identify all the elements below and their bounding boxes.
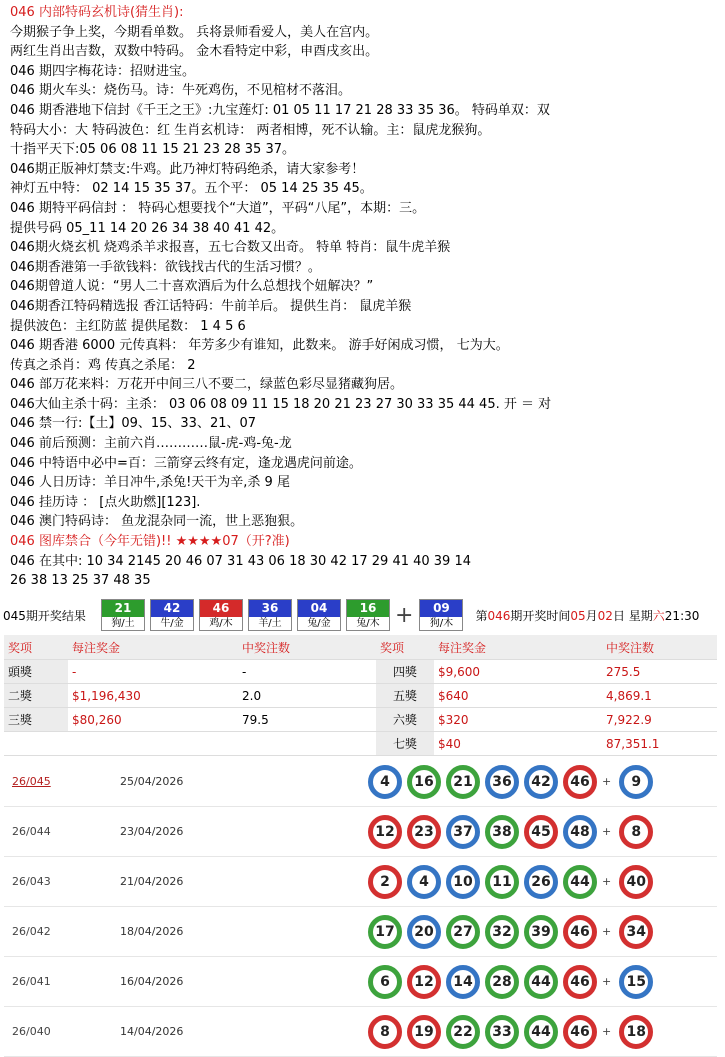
result-date: 16/04/2026 <box>120 975 184 988</box>
lottery-ball: 32 <box>485 915 519 949</box>
text-line: 特码大小：大 特码波色：红 生肖玄机诗： 两者相博，死不认输。主：鼠虎龙猴狗。 <box>10 122 491 138</box>
lottery-ball: 6 <box>368 965 402 999</box>
result-issue: 26/042 <box>12 925 51 938</box>
header-count: 中奖注数 <box>238 635 376 660</box>
prize-name: 頭獎 <box>4 660 68 684</box>
text-line: 传真之杀肖：鸡 传真之杀尾： 2 <box>10 357 196 373</box>
result-date: 14/04/2026 <box>120 1025 184 1038</box>
draw-result-bar <box>0 597 725 633</box>
text-line: 046期曾道人说：“男人二十喜欢酒后为什么总想找个妞解决？” <box>10 279 374 295</box>
lottery-ball: 46 <box>563 1015 597 1049</box>
lottery-ball: 14 <box>446 965 480 999</box>
result-row <box>4 857 717 907</box>
lottery-ball: 19 <box>407 1015 441 1049</box>
prize-amount-2: $9,600 <box>434 660 602 684</box>
lottery-ball: 4 <box>368 765 402 799</box>
prize-name-2: 七獎 <box>376 732 434 756</box>
result-date: 23/04/2026 <box>120 825 184 838</box>
result-issue: 26/041 <box>12 975 51 988</box>
lottery-ball: 44 <box>524 965 558 999</box>
lottery-ball: 8 <box>368 1015 402 1049</box>
lottery-ball: 10 <box>446 865 480 899</box>
text-line: 046 挂历诗 ： [点火助燃][123]. <box>10 494 201 510</box>
prize-amount-2: $40 <box>434 732 602 756</box>
special-ball: 9 <box>619 765 653 799</box>
text-line: 26 38 13 25 37 48 35 <box>10 573 151 589</box>
text-line: 046 内部特码玄机诗(猜生肖): <box>10 5 184 20</box>
prize-count-2: 7,922.9 <box>602 708 717 732</box>
ball-zodiac: 狗/土 <box>102 617 144 630</box>
result-row <box>4 1007 717 1057</box>
lottery-ball: 27 <box>446 915 480 949</box>
next-draw-issue: 046 <box>487 608 511 623</box>
ball-zodiac: 鸡/木 <box>200 617 242 630</box>
plus-sign: + <box>602 1025 612 1038</box>
lottery-ball: 38 <box>485 815 519 849</box>
special-ball: 40 <box>619 865 653 899</box>
next-draw-info <box>475 607 699 624</box>
prize-amount: $1,196,430 <box>68 684 238 708</box>
next-draw-month: 05 <box>570 608 586 623</box>
ball-zodiac: 兔/木 <box>347 617 389 630</box>
plus-sign: + <box>602 925 612 938</box>
prize-count: 79.5 <box>238 708 376 732</box>
lottery-ball: 48 <box>563 815 597 849</box>
lottery-ball: 21 <box>446 765 480 799</box>
result-issue: 26/044 <box>12 825 51 838</box>
prize-count <box>238 732 376 756</box>
text-line: 046期香港第一手欲钱料：欲钱找古代的生活习惯？。 <box>10 259 321 275</box>
prize-amount: - <box>68 660 238 684</box>
lottery-ball: 20 <box>407 915 441 949</box>
text-line: 046期正版神灯禁支:牛鸡。此乃神灯特码绝杀，请大家参考！ <box>10 161 365 177</box>
ball-number: 16 <box>347 600 389 617</box>
next-draw-text3: 日 星期 <box>612 608 653 623</box>
lottery-ball: 17 <box>368 915 402 949</box>
result-balls <box>368 965 658 999</box>
lottery-ball: 12 <box>368 815 402 849</box>
text-line: 提供号码 05_11 14 20 26 34 38 40 41 42。 <box>10 220 285 236</box>
lottery-ball: 11 <box>485 865 519 899</box>
prize-count-2: 87,351.1 <box>602 732 717 756</box>
header-amount: 每注奖金 <box>68 635 238 660</box>
lottery-ball: 16 <box>407 765 441 799</box>
next-draw-text2: 月 <box>585 608 598 623</box>
result-date: 25/04/2026 <box>120 775 184 788</box>
result-balls <box>368 1015 658 1049</box>
text-line: 046 期香港地下信封《千王之王》:九宝莲灯: 01 05 11 17 21 28 33 35 36。 特码单双：双 <box>10 102 550 118</box>
prize-count: 2.0 <box>238 684 376 708</box>
plus-sign: + <box>602 775 612 788</box>
text-line: 046 图库禁合（今年无错)!! ★★★★07（开?准) <box>10 534 290 550</box>
result-balls <box>368 815 658 849</box>
prize-name-2: 四獎 <box>376 660 434 684</box>
result-date: 18/04/2026 <box>120 925 184 938</box>
ball-number: 04 <box>298 600 340 617</box>
text-line: 046 期香港 6000 元传真料： 年芳多少有谁知，此数来。 游手好闲成习惯， 七为大。 <box>10 338 509 354</box>
prize-amount-2: $640 <box>434 684 602 708</box>
result-date: 21/04/2026 <box>120 875 184 888</box>
plus-sign: + <box>395 602 414 628</box>
lottery-ball: 26 <box>524 865 558 899</box>
special-ball: 15 <box>619 965 653 999</box>
draw-balls <box>101 599 468 631</box>
plus-sign: + <box>602 975 612 988</box>
history-results <box>4 757 717 1057</box>
prize-name-2: 五獎 <box>376 684 434 708</box>
text-line: 提供波色：主红防蓝 提供尾数： 1 4 5 6 <box>10 318 246 334</box>
text-line: 046 期四字梅花诗：招财进宝。 <box>10 63 195 79</box>
prize-amount: $80,260 <box>68 708 238 732</box>
draw-ball <box>297 599 341 631</box>
lottery-ball: 36 <box>485 765 519 799</box>
ball-zodiac: 狗/木 <box>420 617 462 630</box>
result-issue: 26/043 <box>12 875 51 888</box>
header-prize-2: 奖项 <box>376 635 434 660</box>
special-ball: 8 <box>619 815 653 849</box>
special-ball: 34 <box>619 915 653 949</box>
next-draw-time: 21:30 <box>664 608 700 623</box>
lottery-ball: 46 <box>563 965 597 999</box>
ball-number: 36 <box>249 600 291 617</box>
text-line: 046 澳门特码诗： 鱼龙混杂同一流，世上恶狍狠。 <box>10 514 304 530</box>
result-row <box>4 957 717 1007</box>
prize-count: - <box>238 660 376 684</box>
prize-row <box>4 660 717 684</box>
text-line: 今期猴子争上奖，今期看单数。 兵将景师看爱人，美人在宫内。 <box>10 24 379 40</box>
next-draw-prefix: 第 <box>475 608 488 623</box>
ball-zodiac: 羊/土 <box>249 617 291 630</box>
prize-amount-2: $320 <box>434 708 602 732</box>
text-line: 神灯五中特： 02 14 15 35 37。五个平： 05 14 25 35 45。 <box>10 181 373 197</box>
next-draw-day: 02 <box>597 608 613 623</box>
draw-ball <box>150 599 194 631</box>
next-draw-text1: 期开奖时间 <box>510 608 571 623</box>
lottery-ball: 4 <box>407 865 441 899</box>
lottery-ball: 2 <box>368 865 402 899</box>
text-line: 046期香江特码精选报 香江话特码：牛前羊后。 提供生肖： 鼠虎羊猴 <box>10 298 412 314</box>
header-amount-2: 每注奖金 <box>434 635 602 660</box>
text-line: 046 禁一行:【土】09、15、33、21、07 <box>10 416 257 432</box>
lottery-ball: 44 <box>563 865 597 899</box>
text-line: 046大仙主杀十码：主杀： 03 06 08 09 11 15 18 20 21 23 27 30 33 35 44 45. 开 ＝ 对 <box>10 396 552 412</box>
lottery-ball: 44 <box>524 1015 558 1049</box>
draw-ball <box>346 599 390 631</box>
result-issue[interactable]: 26/045 <box>12 775 51 788</box>
prize-count-2: 275.5 <box>602 660 717 684</box>
prize-name: 二獎 <box>4 684 68 708</box>
draw-ball <box>199 599 243 631</box>
lottery-ball: 45 <box>524 815 558 849</box>
text-line: 两红生肖出吉数，双数中特码。 金木看特定中彩，申酉戌亥出。 <box>10 44 379 60</box>
ball-zodiac: 牛/金 <box>151 617 193 630</box>
ball-number: 46 <box>200 600 242 617</box>
lottery-ball: 37 <box>446 815 480 849</box>
lottery-ball: 28 <box>485 965 519 999</box>
plus-sign: + <box>602 875 612 888</box>
special-ball: 18 <box>619 1015 653 1049</box>
text-line: 046 在其中: 10 34 2145 20 46 07 31 43 06 18 30 42 17 29 41 40 39 14 <box>10 553 472 569</box>
lottery-ball: 39 <box>524 915 558 949</box>
result-row <box>4 807 717 857</box>
result-row <box>4 907 717 957</box>
text-line: 046 前后预测：主前六肖…………鼠-虎-鸡-兔-龙 <box>10 436 292 452</box>
prize-table-header <box>4 635 717 660</box>
header-prize: 奖项 <box>4 635 68 660</box>
draw-ball <box>248 599 292 631</box>
text-line: 十指平天下:05 06 08 11 15 21 23 28 35 37。 <box>10 142 295 158</box>
lottery-ball: 42 <box>524 765 558 799</box>
prize-name-2: 六獎 <box>376 708 434 732</box>
lottery-ball: 46 <box>563 915 597 949</box>
next-draw-weekday: 六 <box>652 608 665 623</box>
ball-zodiac: 兔/金 <box>298 617 340 630</box>
prize-count-2: 4,869.1 <box>602 684 717 708</box>
ball-number: 09 <box>420 600 462 617</box>
draw-label: 045期开奖结果 <box>3 608 86 623</box>
result-balls <box>368 765 658 799</box>
prize-table <box>4 635 717 756</box>
lottery-ball: 23 <box>407 815 441 849</box>
prize-name: 三獎 <box>4 708 68 732</box>
prize-amount <box>68 732 238 756</box>
plus-sign: + <box>602 825 612 838</box>
text-line: 046 期火车头：烧伤马。诗：牛死鸡伤，不见棺材不落泪。 <box>10 83 351 99</box>
special-ball <box>419 599 463 631</box>
prediction-text-block <box>10 3 722 591</box>
result-balls <box>368 865 658 899</box>
text-line: 046 期特平码信封 ： 特码心想要找个“大道”，平码“八尾”，本期：三。 <box>10 200 426 216</box>
result-issue: 26/040 <box>12 1025 51 1038</box>
text-line: 046期火烧玄机 烧鸡杀羊求报喜，五七合数又出奇。 特单 特肖：鼠牛虎羊猴 <box>10 240 451 256</box>
ball-number: 42 <box>151 600 193 617</box>
result-row <box>4 757 717 807</box>
result-balls <box>368 915 658 949</box>
prize-row <box>4 708 717 732</box>
text-line: 046 人日历诗：羊日冲牛,杀兔!天干为辛,杀 9 尾 <box>10 475 290 491</box>
text-line: 046 中特语中必中=百：三箭穿云终有定，逢龙遇虎问前途。 <box>10 455 362 471</box>
prize-row <box>4 732 717 756</box>
draw-ball <box>101 599 145 631</box>
lottery-ball: 33 <box>485 1015 519 1049</box>
prize-row <box>4 684 717 708</box>
prize-name <box>4 732 68 756</box>
lottery-ball: 46 <box>563 765 597 799</box>
lottery-ball: 12 <box>407 965 441 999</box>
header-count-2: 中奖注数 <box>602 635 717 660</box>
prize-table-body <box>4 660 717 756</box>
text-line: 046 部万花来料：万花开中间三八不要二，绿蓝色彩尽显猪藏狗居。 <box>10 377 403 393</box>
lottery-ball: 22 <box>446 1015 480 1049</box>
ball-number: 21 <box>102 600 144 617</box>
